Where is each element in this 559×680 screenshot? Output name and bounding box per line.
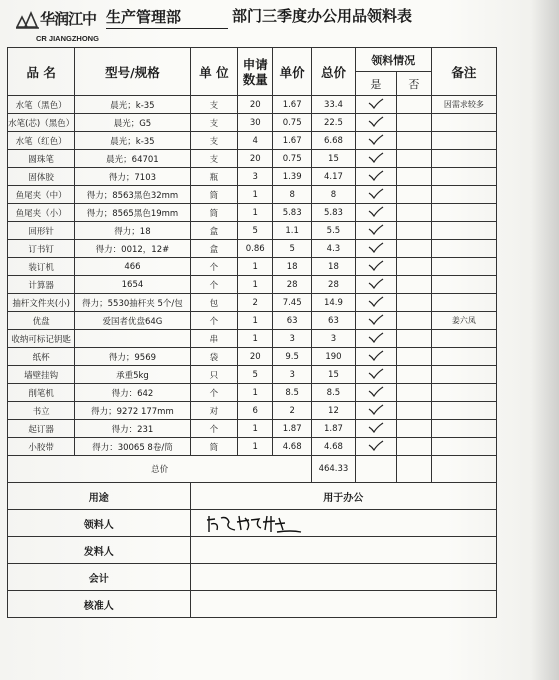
cell-amount: 5.5 — [312, 222, 355, 240]
table-row — [8, 222, 497, 240]
cell-status-yes — [355, 312, 396, 330]
cell-name: 水笔（黑色） — [8, 96, 75, 114]
cell-status-no — [396, 114, 431, 132]
cell-amount: 1.87 — [312, 420, 355, 438]
cell-model — [75, 330, 190, 348]
cell-amount: 18 — [312, 258, 355, 276]
cell-price: 8 — [273, 186, 312, 204]
cell-unit: 串 — [190, 330, 238, 348]
cell-unit: 筒 — [190, 438, 238, 456]
cell-qty: 20 — [238, 150, 273, 168]
cell-status-yes — [355, 150, 396, 168]
cell-model: 晨光；k-35 — [75, 132, 190, 150]
cell-status-no — [396, 384, 431, 402]
approver-value — [190, 591, 496, 618]
cell-status-no — [396, 240, 431, 258]
cell-name: 小胶带 — [8, 438, 75, 456]
cell-qty: 30 — [238, 114, 273, 132]
cell-status-yes — [355, 186, 396, 204]
accounting-label: 会计 — [8, 564, 191, 591]
cell-amount: 190 — [312, 348, 355, 366]
cell-amount: 8.5 — [312, 384, 355, 402]
cell-model: 得力；5530抽杆夹 5个/包 — [75, 294, 190, 312]
header-status: 领料情况 — [355, 48, 431, 72]
cell-name: 装订机 — [8, 258, 75, 276]
cell-model: 466 — [75, 258, 190, 276]
cell-model: 得力：642 — [75, 384, 190, 402]
cell-price: 0.75 — [273, 114, 312, 132]
cell-model: 得力：30065 8卷/筒 — [75, 438, 190, 456]
cell-price: 3 — [273, 330, 312, 348]
cell-unit: 筒 — [190, 204, 238, 222]
cell-status-yes — [355, 114, 396, 132]
cell-remark — [431, 222, 496, 240]
checkmark-icon — [368, 386, 384, 397]
cell-status-yes — [355, 258, 396, 276]
cell-status-yes — [355, 420, 396, 438]
cell-remark: 姜六凤 — [431, 312, 496, 330]
cell-name: 水笔(芯)（黑色） — [8, 114, 75, 132]
table-row — [8, 276, 497, 294]
cell-status-no — [396, 204, 431, 222]
form-title: 部门三季度办公用品领料表 — [232, 7, 413, 25]
table-row — [8, 132, 497, 150]
cell-name: 圆珠笔 — [8, 150, 75, 168]
cell-status-yes — [355, 132, 396, 150]
receiver-signature-icon — [205, 510, 325, 536]
cell-amount: 14.9 — [312, 294, 355, 312]
table-row — [8, 168, 497, 186]
table-body — [8, 96, 497, 456]
logo-english-name: CR JIANGZHONG — [36, 34, 99, 43]
cell-status-no — [396, 312, 431, 330]
cell-qty: 2 — [238, 294, 273, 312]
cell-model: 得力；9569 — [75, 348, 190, 366]
cell-unit: 个 — [190, 258, 238, 276]
checkmark-icon — [368, 224, 384, 235]
cell-qty: 20 — [238, 348, 273, 366]
total-empty-yes — [355, 456, 396, 483]
cell-model: 得力；9272 177mm — [75, 402, 190, 420]
cell-amount: 3 — [312, 330, 355, 348]
company-logo — [16, 7, 104, 47]
checkmark-icon — [368, 296, 384, 307]
issuer-value — [190, 537, 496, 564]
cell-amount: 8 — [312, 186, 355, 204]
total-value: 464.33 — [312, 456, 355, 483]
cell-status-no — [396, 132, 431, 150]
cell-name: 抽杆文件夹(小) — [8, 294, 75, 312]
cell-remark — [431, 240, 496, 258]
cell-unit: 只 — [190, 366, 238, 384]
cell-status-yes — [355, 330, 396, 348]
checkmark-icon — [368, 242, 384, 253]
cell-remark — [431, 330, 496, 348]
cell-name: 鱼尾夹（小） — [8, 204, 75, 222]
cell-remark — [431, 384, 496, 402]
cell-price: 9.5 — [273, 348, 312, 366]
header-unit: 单 位 — [190, 48, 238, 96]
cell-model: 爱国者优盘64G — [75, 312, 190, 330]
cell-remark — [431, 294, 496, 312]
cell-remark — [431, 276, 496, 294]
cell-remark — [431, 438, 496, 456]
cell-status-yes — [355, 222, 396, 240]
table-row — [8, 402, 497, 420]
cell-model: 晨光；G5 — [75, 114, 190, 132]
table-row — [8, 312, 497, 330]
cell-price: 5.83 — [273, 204, 312, 222]
cell-status-no — [396, 186, 431, 204]
cell-model: 晨光；64701 — [75, 150, 190, 168]
checkmark-icon — [368, 116, 384, 127]
total-label: 总价 — [8, 456, 312, 483]
department-name: 生产管理部 — [106, 6, 228, 29]
cell-remark — [431, 186, 496, 204]
cell-status-no — [396, 96, 431, 114]
checkmark-icon — [368, 98, 384, 109]
table-row — [8, 348, 497, 366]
cell-price: 2 — [273, 402, 312, 420]
cell-unit: 对 — [190, 402, 238, 420]
cell-name: 固体胶 — [8, 168, 75, 186]
cell-qty: 1 — [238, 258, 273, 276]
cell-remark — [431, 150, 496, 168]
cell-qty: 1 — [238, 204, 273, 222]
total-empty-no — [396, 456, 431, 483]
scan-edge-shadow — [531, 0, 559, 680]
logo-chinese-name: 华润江中 — [40, 10, 97, 28]
cell-amount: 63 — [312, 312, 355, 330]
cell-qty: 1 — [238, 438, 273, 456]
cell-model: 得力；7103 — [75, 168, 190, 186]
cell-qty: 3 — [238, 168, 273, 186]
cell-name: 起订器 — [8, 420, 75, 438]
receiver-signature-cell — [190, 510, 496, 537]
cell-qty: 20 — [238, 96, 273, 114]
cell-unit: 支 — [190, 114, 238, 132]
cell-remark — [431, 132, 496, 150]
cell-model: 得力；8563黑色32mm — [75, 186, 190, 204]
cell-qty: 6 — [238, 402, 273, 420]
cell-status-yes — [355, 240, 396, 258]
checkmark-icon — [368, 350, 384, 361]
cell-unit: 支 — [190, 150, 238, 168]
cell-price: 8.5 — [273, 384, 312, 402]
cell-price: 63 — [273, 312, 312, 330]
cell-status-yes — [355, 96, 396, 114]
cell-remark — [431, 420, 496, 438]
header-remark: 备注 — [431, 48, 496, 96]
cell-status-no — [396, 402, 431, 420]
cell-qty: 1 — [238, 384, 273, 402]
cell-status-yes — [355, 294, 396, 312]
checkmark-icon — [368, 440, 384, 451]
purpose-label: 用途 — [8, 483, 191, 510]
header-name: 品 名 — [8, 48, 75, 96]
cell-status-no — [396, 222, 431, 240]
checkmark-icon — [368, 206, 384, 217]
cell-unit: 个 — [190, 384, 238, 402]
cell-status-yes — [355, 366, 396, 384]
checkmark-icon — [368, 152, 384, 163]
table-row — [8, 384, 497, 402]
cell-status-yes — [355, 168, 396, 186]
cell-model: 得力；8565黑色19mm — [75, 204, 190, 222]
purpose-value: 用于办公 — [190, 483, 496, 510]
checkmark-icon — [368, 314, 384, 325]
cell-status-no — [396, 420, 431, 438]
cell-status-no — [396, 366, 431, 384]
cell-price: 1.39 — [273, 168, 312, 186]
cell-name: 优盘 — [8, 312, 75, 330]
cell-qty: 1 — [238, 420, 273, 438]
cell-remark — [431, 402, 496, 420]
cell-amount: 22.5 — [312, 114, 355, 132]
cell-qty: 5 — [238, 222, 273, 240]
cell-amount: 4.3 — [312, 240, 355, 258]
cell-amount: 28 — [312, 276, 355, 294]
checkmark-icon — [368, 188, 384, 199]
checkmark-icon — [368, 368, 384, 379]
cell-name: 纸杯 — [8, 348, 75, 366]
cell-name: 鱼尾夹（中） — [8, 186, 75, 204]
header-status-yes: 是 — [355, 72, 396, 96]
cell-name: 削笔机 — [8, 384, 75, 402]
cell-name: 水笔（红色） — [8, 132, 75, 150]
cell-price: 1.67 — [273, 96, 312, 114]
table-row — [8, 366, 497, 384]
checkmark-icon — [368, 332, 384, 343]
cell-qty: 0.86 — [238, 240, 273, 258]
cell-amount: 15 — [312, 366, 355, 384]
cell-status-no — [396, 168, 431, 186]
logo-mark-icon — [16, 9, 40, 29]
total-empty-remark — [431, 456, 496, 483]
cell-name: 订书钉 — [8, 240, 75, 258]
header-price: 单价 — [273, 48, 312, 96]
cell-unit: 盒 — [190, 240, 238, 258]
cell-model: 承重5kg — [75, 366, 190, 384]
cell-price: 7.45 — [273, 294, 312, 312]
cell-name: 计算器 — [8, 276, 75, 294]
header-amount: 总价 — [312, 48, 355, 96]
cell-model: 得力：0012，12# — [75, 240, 190, 258]
requisition-table — [7, 47, 497, 618]
cell-status-no — [396, 294, 431, 312]
cell-unit: 支 — [190, 96, 238, 114]
cell-status-no — [396, 348, 431, 366]
table-row — [8, 258, 497, 276]
cell-status-yes — [355, 276, 396, 294]
cell-remark: 因需求较多 — [431, 96, 496, 114]
cell-name: 书立 — [8, 402, 75, 420]
cell-status-no — [396, 258, 431, 276]
checkmark-icon — [368, 422, 384, 433]
cell-qty: 5 — [238, 366, 273, 384]
cell-status-no — [396, 150, 431, 168]
checkmark-icon — [368, 404, 384, 415]
cell-model: 得力；18 — [75, 222, 190, 240]
cell-amount: 4.17 — [312, 168, 355, 186]
table-row — [8, 420, 497, 438]
cell-unit: 支 — [190, 132, 238, 150]
table-row — [8, 294, 497, 312]
cell-remark — [431, 204, 496, 222]
cell-unit: 个 — [190, 312, 238, 330]
checkmark-icon — [368, 260, 384, 271]
cell-name: 收纳可标记钥匙 — [8, 330, 75, 348]
cell-price: 1.1 — [273, 222, 312, 240]
cell-price: 1.87 — [273, 420, 312, 438]
cell-remark — [431, 348, 496, 366]
cell-remark — [431, 114, 496, 132]
cell-price: 18 — [273, 258, 312, 276]
header-model: 型号/规格 — [75, 48, 190, 96]
cell-qty: 1 — [238, 186, 273, 204]
accounting-value — [190, 564, 496, 591]
checkmark-icon — [368, 170, 384, 181]
cell-price: 4.68 — [273, 438, 312, 456]
cell-remark — [431, 366, 496, 384]
cell-model: 晨光；k-35 — [75, 96, 190, 114]
cell-amount: 12 — [312, 402, 355, 420]
cell-name: 回形针 — [8, 222, 75, 240]
cell-status-yes — [355, 384, 396, 402]
table-row — [8, 240, 497, 258]
cell-status-yes — [355, 348, 396, 366]
table-row — [8, 330, 497, 348]
cell-qty: 1 — [238, 330, 273, 348]
cell-price: 5 — [273, 240, 312, 258]
checkmark-icon — [368, 134, 384, 145]
cell-status-yes — [355, 438, 396, 456]
cell-qty: 4 — [238, 132, 273, 150]
cell-price: 1.67 — [273, 132, 312, 150]
table-row — [8, 114, 497, 132]
issuer-label: 发料人 — [8, 537, 191, 564]
cell-unit: 个 — [190, 420, 238, 438]
cell-amount: 33.4 — [312, 96, 355, 114]
checkmark-icon — [368, 278, 384, 289]
receiver-label: 领料人 — [8, 510, 191, 537]
approver-label: 核准人 — [8, 591, 191, 618]
cell-model: 得力：231 — [75, 420, 190, 438]
cell-unit: 瓶 — [190, 168, 238, 186]
cell-name: 墙壁挂钩 — [8, 366, 75, 384]
cell-unit: 筒 — [190, 186, 238, 204]
cell-status-yes — [355, 402, 396, 420]
cell-model: 1654 — [75, 276, 190, 294]
table-row — [8, 96, 497, 114]
table-row — [8, 186, 497, 204]
cell-status-yes — [355, 204, 396, 222]
table-row — [8, 204, 497, 222]
cell-status-no — [396, 330, 431, 348]
cell-remark — [431, 258, 496, 276]
cell-unit: 个 — [190, 276, 238, 294]
cell-price: 0.75 — [273, 150, 312, 168]
cell-amount: 6.68 — [312, 132, 355, 150]
cell-qty: 1 — [238, 276, 273, 294]
cell-amount: 5.83 — [312, 204, 355, 222]
cell-unit: 包 — [190, 294, 238, 312]
cell-amount: 4.68 — [312, 438, 355, 456]
cell-qty: 1 — [238, 312, 273, 330]
cell-remark — [431, 168, 496, 186]
cell-status-no — [396, 438, 431, 456]
cell-price: 3 — [273, 366, 312, 384]
header-qty: 申请 数量 — [238, 48, 273, 96]
cell-unit: 袋 — [190, 348, 238, 366]
cell-unit: 盒 — [190, 222, 238, 240]
cell-status-no — [396, 276, 431, 294]
cell-amount: 15 — [312, 150, 355, 168]
table-row — [8, 438, 497, 456]
header-status-no: 否 — [396, 72, 431, 96]
cell-price: 28 — [273, 276, 312, 294]
table-row — [8, 150, 497, 168]
